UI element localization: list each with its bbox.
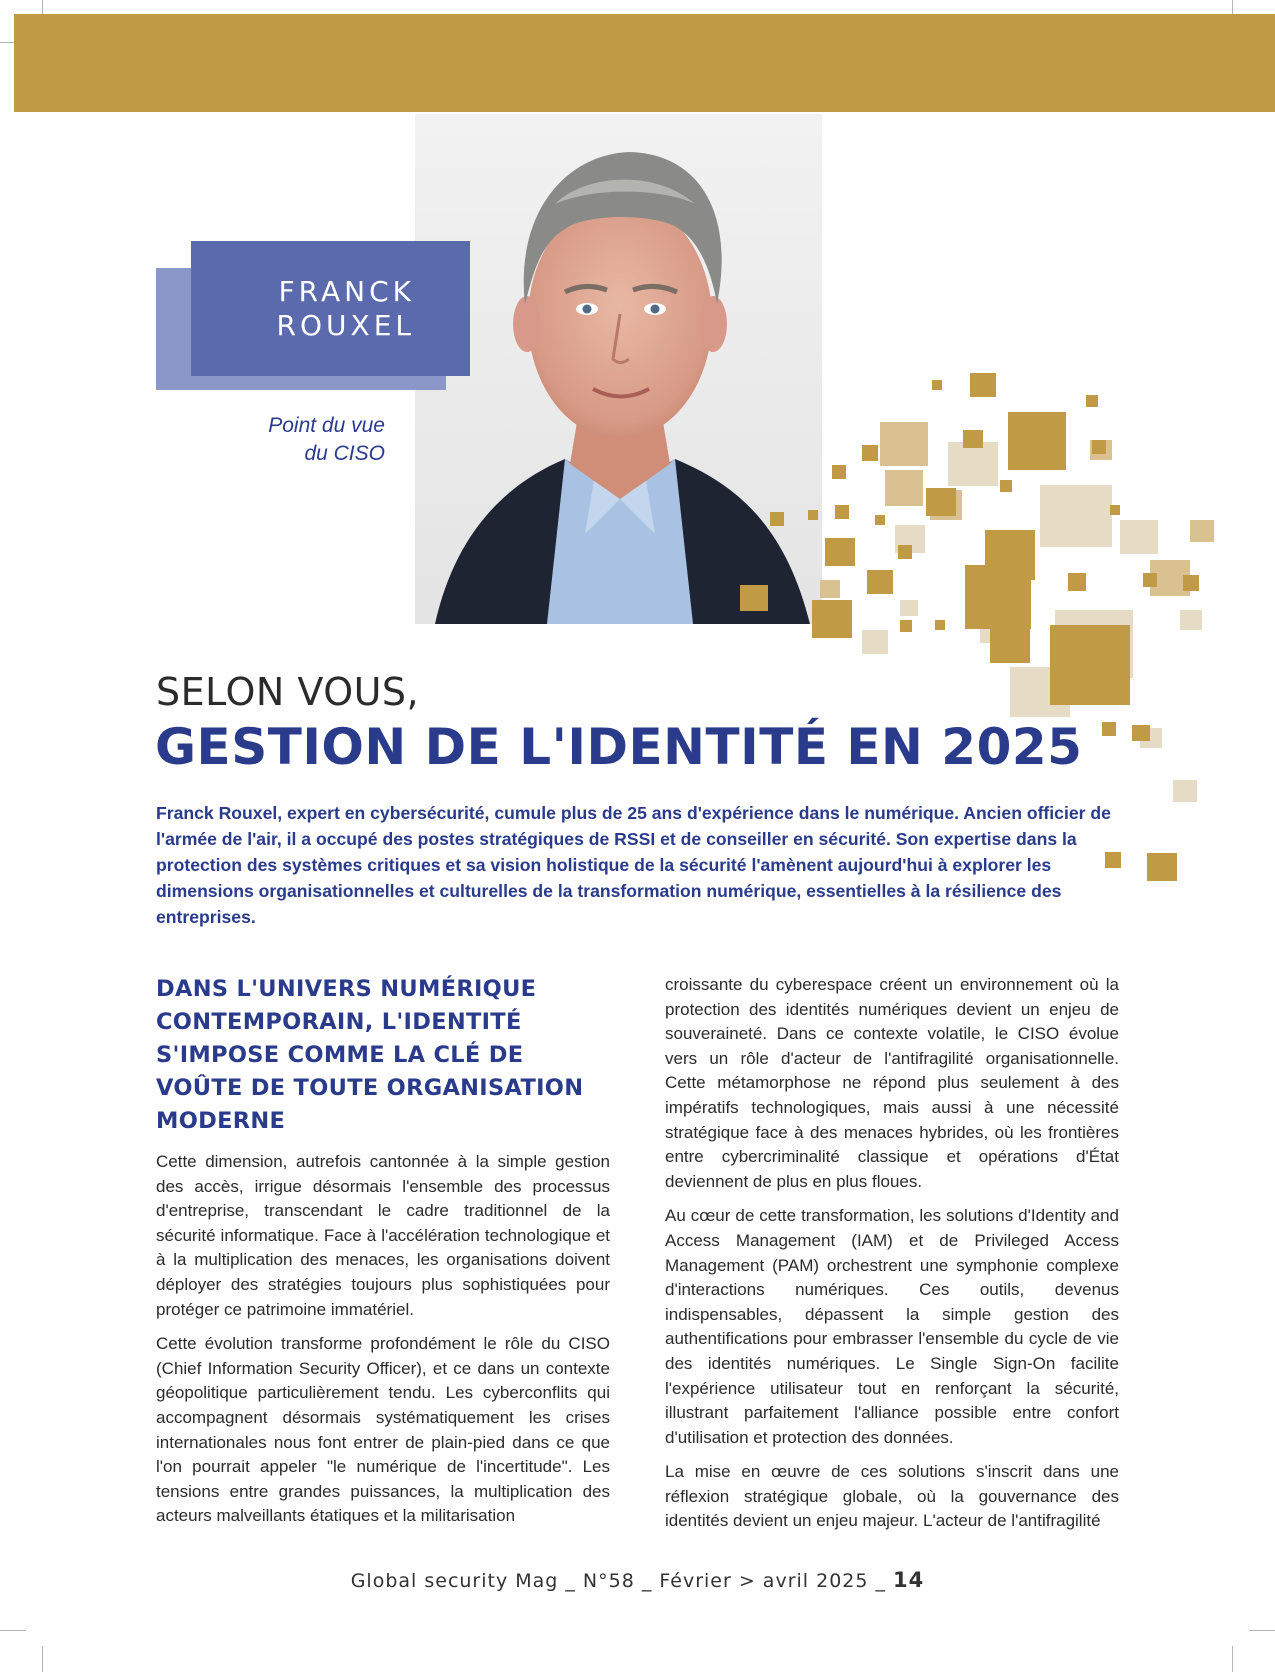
body-paragraph: Au cœur de cette transformation, les solutions d'Identity and Access Management (IAM) et de Privileged Access Management (PAM) orchestrent une symphonie complexe d'interactions numériques. Ces outils, devenus indispensables, dépassent la simple gestion des authentifications pour embrasser l'ensemble du cycle de vie des identités numériques. Le Single Sign-On facilite l'expérience utilisateur tout en renforçant la sécurité, illustrant parfaitement l'alliance possible entre confort d'utilisation et protection des données. [665, 1206, 1119, 1447]
footer-publication: Global security Mag _ N°58 _ Février > avril 2025 _ [350, 1570, 894, 1592]
author-last-name: ROUXEL [276, 308, 415, 342]
crop-mark [1232, 1646, 1233, 1672]
body-paragraph: Cette évolution transforme profondément le rôle du CISO (Chief Information Security Officer), et ce dans un contexte géopolitique particulièrement tendu. Les cyberconflits qui accompagnent désormais systématiquement les crises internationales nous font entrer de plain-pied dans ce que l'on pourrait appeler "le numérique de l'incertitude". Les tensions entre grandes puissances, la multiplication des acteurs malveillants étatiques et la militarisation [156, 1334, 610, 1526]
left-column [156, 973, 610, 1539]
header-band [14, 14, 1275, 112]
page-footer [0, 1568, 1275, 1592]
crop-mark [42, 1646, 43, 1672]
crop-mark [0, 1630, 26, 1631]
body-paragraph: Cette dimension, autrefois cantonnée à la simple gestion des accès, irrigue désormais l'ensemble des processus d'entreprise, transcendant le cadre traditionnel de la sécurité informatique. Face à l'accélération technologique et à la multiplication des menaces, les organisations doivent déployer des stratégies toujours plus sophistiquées pour protéger ce patrimoine immatériel. [156, 1152, 610, 1319]
column-subtitle [180, 412, 385, 468]
subtitle-line: du CISO [304, 442, 385, 465]
subtitle-line: Point du vue [268, 414, 385, 437]
author-photo [415, 114, 822, 624]
right-column [665, 973, 1119, 1544]
author-first-name: FRANCK [278, 274, 415, 308]
article-headline: GESTION DE L'IDENTITÉ EN 2025 [155, 718, 1083, 776]
crop-mark [1249, 1630, 1275, 1631]
article-lead: Franck Rouxel, expert en cybersécurité, cumule plus de 25 ans d'expérience dans le numérique. Ancien officier de l'armée de l'air, il a occupé des postes stratégiques de RSSI et de conseiller en sécurité. Son expertise dans la protection des systèmes critiques et sa vision holistique de la sécurité l'amènent aujourd'hui à explorer les dimensions organisationnelles et culturelles de la transformation numérique, essentielles à la résilience des entreprises. [156, 803, 1111, 927]
article-kicker: SELON VOUS, [156, 670, 420, 714]
page-number: 14 [893, 1568, 925, 1592]
section-heading: DANS L'UNIVERS NUMÉRIQUE CONTEMPORAIN, L'IDENTITÉ S'IMPOSE COMME LA CLÉ DE VOÛTE DE TOUTE ORGANISATION MODERNE [156, 976, 584, 1134]
body-paragraph: croissante du cyberespace créent un environnement où la protection des identités numériques devient un enjeu de souveraineté. Dans ce contexte volatile, le CISO évolue vers un rôle d'acteur de l'antifragilité organisationnelle. Cette métamorphose ne répond plus seulement à des impératifs technologiques, mais aussi à une nécessité stratégique face à des menaces hybrides, où les frontières entre cybercriminalité classique et opérations d'État deviennent de plus en plus floues. [665, 975, 1119, 1191]
author-name-box [191, 241, 470, 376]
body-paragraph: La mise en œuvre de ces solutions s'inscrit dans une réflexion stratégique globale, où la gouvernance des identités devient un enjeu majeur. L'acteur de l'antifragilité [665, 1462, 1119, 1531]
